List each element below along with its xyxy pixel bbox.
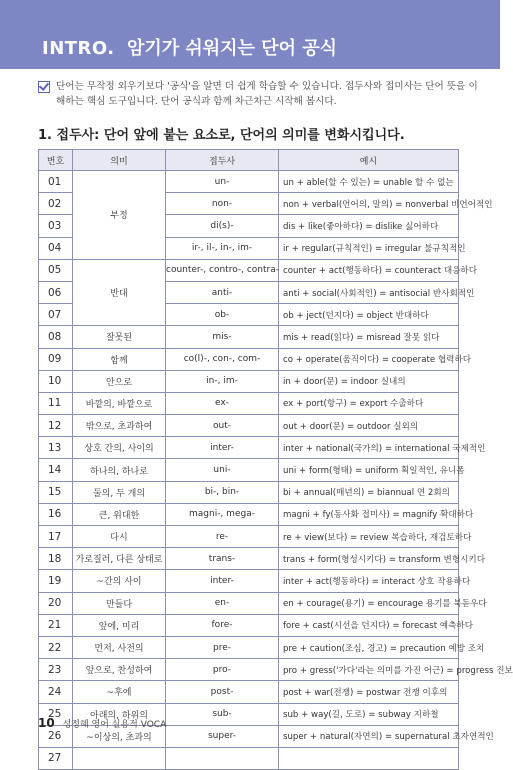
row-example: uni + form(형태) = uniform 획일적인, 유니폼 (279, 459, 459, 481)
row-number: 26 (39, 725, 73, 747)
row-number: 23 (39, 659, 73, 681)
table-row (39, 415, 459, 437)
row-meaning (73, 747, 166, 769)
row-meaning: 먼저, 사전의 (73, 636, 166, 658)
row-number: 04 (39, 237, 73, 259)
row-example: pre + caution(조심, 경고) = precaution 예방 조치 (279, 636, 459, 658)
row-number: 17 (39, 526, 73, 548)
row-number: 15 (39, 481, 73, 503)
row-number: 05 (39, 259, 73, 281)
table-row (39, 659, 459, 681)
row-meaning: 잘못된 (73, 326, 166, 348)
row-example: inter + national(국가의) = international 국제적인 (279, 437, 459, 459)
row-number: 01 (39, 171, 73, 193)
row-prefix: magni-, mega- (166, 503, 279, 525)
page-title (42, 34, 337, 60)
row-meaning: 밖으로, 초과하여 (73, 415, 166, 437)
row-example (279, 747, 459, 769)
row-number: 16 (39, 503, 73, 525)
table-row (39, 614, 459, 636)
checkbox-icon (38, 81, 50, 93)
row-number: 20 (39, 592, 73, 614)
row-meaning: 상호 간의, 사이의 (73, 437, 166, 459)
row-meaning: 둘의, 두 개의 (73, 481, 166, 503)
row-example: bi + annual(매년의) = biannual 연 2회의 (279, 481, 459, 503)
row-number: 24 (39, 681, 73, 703)
row-prefix: counter-, contro-, contra- (166, 259, 279, 281)
row-meaning: 함께 (73, 348, 166, 370)
row-prefix: co(l)-, con-, com- (166, 348, 279, 370)
row-number: 13 (39, 437, 73, 459)
row-prefix: non- (166, 193, 279, 215)
page-number: 10 (38, 716, 55, 730)
row-meaning: 바깥의, 바깥으로 (73, 392, 166, 414)
row-example: dis + like(좋아하다) = dislike 싫어하다 (279, 215, 459, 237)
row-meaning: 안으로 (73, 370, 166, 392)
header-meaning: 의미 (73, 150, 166, 171)
row-prefix: en- (166, 592, 279, 614)
row-prefix: re- (166, 526, 279, 548)
row-meaning: ~후에 (73, 681, 166, 703)
row-example: en + courage(용기) = encourage 용기를 북돋우다 (279, 592, 459, 614)
table-row (39, 481, 459, 503)
row-meaning: 하나의, 하나로 (73, 459, 166, 481)
row-meaning: ~이상의, 초과의 (73, 725, 166, 747)
row-number: 21 (39, 614, 73, 636)
table-row (39, 548, 459, 570)
row-example: re + view(보다) = review 복습하다, 재검토하다 (279, 526, 459, 548)
header-prefix: 접두사 (166, 150, 279, 171)
header-example: 예시 (279, 150, 459, 171)
row-prefix: ex- (166, 392, 279, 414)
row-example: trans + form(형성시키다) = transform 변형시키다 (279, 548, 459, 570)
intro-text: 단어는 무작정 외우기보다 '공식'을 알면 더 쉽게 학습할 수 있습니다. 접두사와 접미사는 단어 뜻을 이해하는 핵심 도구입니다. 단어 공식과 함께 차근차근 시작해 봅시다. (56, 81, 478, 107)
table-row (39, 259, 459, 281)
intro-paragraph (38, 79, 478, 109)
row-prefix: inter- (166, 570, 279, 592)
row-example: ob + ject(던지다) = object 반대하다 (279, 304, 459, 326)
row-example: ir + regular(규칙적인) = irregular 불규칙적인 (279, 237, 459, 259)
row-prefix: fore- (166, 614, 279, 636)
row-prefix: un- (166, 171, 279, 193)
row-number: 22 (39, 636, 73, 658)
row-number: 06 (39, 281, 73, 303)
row-number: 18 (39, 548, 73, 570)
row-meaning: 앞에, 미리 (73, 614, 166, 636)
row-prefix: sub- (166, 703, 279, 725)
row-example: counter + act(행동하다) = counteract 대응하다 (279, 259, 459, 281)
row-example: out + door(문) = outdoor 실외의 (279, 415, 459, 437)
row-prefix: mis- (166, 326, 279, 348)
row-prefix: pre- (166, 636, 279, 658)
row-number: 08 (39, 326, 73, 348)
row-number: 25 (39, 703, 73, 725)
row-prefix: post- (166, 681, 279, 703)
row-number: 14 (39, 459, 73, 481)
row-example: sub + way(길, 도로) = subway 지하철 (279, 703, 459, 725)
table-row (39, 681, 459, 703)
row-prefix: trans- (166, 548, 279, 570)
row-example: un + able(할 수 있는) = unable 할 수 없는 (279, 171, 459, 193)
table-row (39, 459, 459, 481)
row-meaning: 큰, 위대한 (73, 503, 166, 525)
page-footer (38, 716, 166, 730)
section-title: 1. 접두사: 단어 앞에 붙는 요소로, 단어의 의미를 변화시킵니다. (38, 128, 405, 143)
row-example: anti + social(사회적인) = antisocial 반사회적인 (279, 281, 459, 303)
row-meaning: 아래의, 하위의 (73, 703, 166, 725)
row-prefix: out- (166, 415, 279, 437)
header-num: 번호 (39, 150, 73, 171)
table-body (39, 171, 513, 770)
table-row (39, 592, 459, 614)
row-prefix: di(s)- (166, 215, 279, 237)
row-prefix: ir-, il-, in-, im- (166, 237, 279, 259)
title-text: 암기가 쉬워지는 단어 공식 (126, 38, 338, 59)
table-row (39, 747, 459, 769)
row-number: 27 (39, 747, 73, 769)
row-meaning: 다시 (73, 526, 166, 548)
table-row (39, 636, 459, 658)
row-prefix: pro- (166, 659, 279, 681)
row-example: co + operate(움직이다) = cooperate 협력하다 (279, 348, 459, 370)
row-prefix: ob- (166, 304, 279, 326)
table-row (39, 348, 459, 370)
page-header (0, 0, 500, 69)
intro-label: INTRO. (42, 38, 115, 59)
table-row (39, 570, 459, 592)
row-number: 02 (39, 193, 73, 215)
row-example: post + war(전쟁) = postwar 전쟁 이후의 (279, 681, 459, 703)
book-title: 성정혜 영어 실용적 VOCA (62, 720, 167, 730)
row-example: super + natural(자연의) = supernatural 초자연적인 (279, 725, 459, 747)
row-number: 03 (39, 215, 73, 237)
row-number: 11 (39, 392, 73, 414)
row-example: mis + read(읽다) = misread 잘못 읽다 (279, 326, 459, 348)
table-row (39, 326, 459, 348)
row-meaning: ~간의 사이 (73, 570, 166, 592)
table-row (39, 171, 459, 193)
row-example: magni + fy(동사화 접미사) = magnify 확대하다 (279, 503, 459, 525)
row-prefix: super- (166, 725, 279, 747)
row-prefix: uni- (166, 459, 279, 481)
row-prefix (166, 747, 279, 769)
row-example: non + verbal(언어의, 말의) = nonverbal 비언어적인 (279, 193, 459, 215)
table-row (39, 392, 459, 414)
table-row (39, 526, 459, 548)
row-meaning: 만들다 (73, 592, 166, 614)
row-number: 09 (39, 348, 73, 370)
row-number: 12 (39, 415, 73, 437)
row-meaning: 반대 (73, 259, 166, 326)
row-example: ex + port(항구) = export 수출하다 (279, 392, 459, 414)
row-example: in + door(문) = indoor 실내의 (279, 370, 459, 392)
table-header-row (39, 150, 459, 171)
row-number: 19 (39, 570, 73, 592)
table-row (39, 370, 459, 392)
row-number: 07 (39, 304, 73, 326)
row-meaning: 가로질러, 다른 상태로 (73, 548, 166, 570)
row-example: inter + act(행동하다) = interact 상호 작용하다 (279, 570, 459, 592)
row-prefix: bi-, bin- (166, 481, 279, 503)
row-prefix: inter- (166, 437, 279, 459)
row-example: pro + gress('가다'라는 의미를 가진 어근) = progress 진보 (279, 659, 459, 681)
table-row (39, 503, 459, 525)
row-prefix: in-, im- (166, 370, 279, 392)
row-meaning: 부정 (73, 171, 166, 260)
row-prefix: anti- (166, 281, 279, 303)
table-row (39, 437, 459, 459)
row-meaning: 앞으로, 찬성하여 (73, 659, 166, 681)
prefix-table (38, 149, 513, 770)
row-example: fore + cast(시선을 던지다) = forecast 예측하다 (279, 614, 459, 636)
row-number: 10 (39, 370, 73, 392)
